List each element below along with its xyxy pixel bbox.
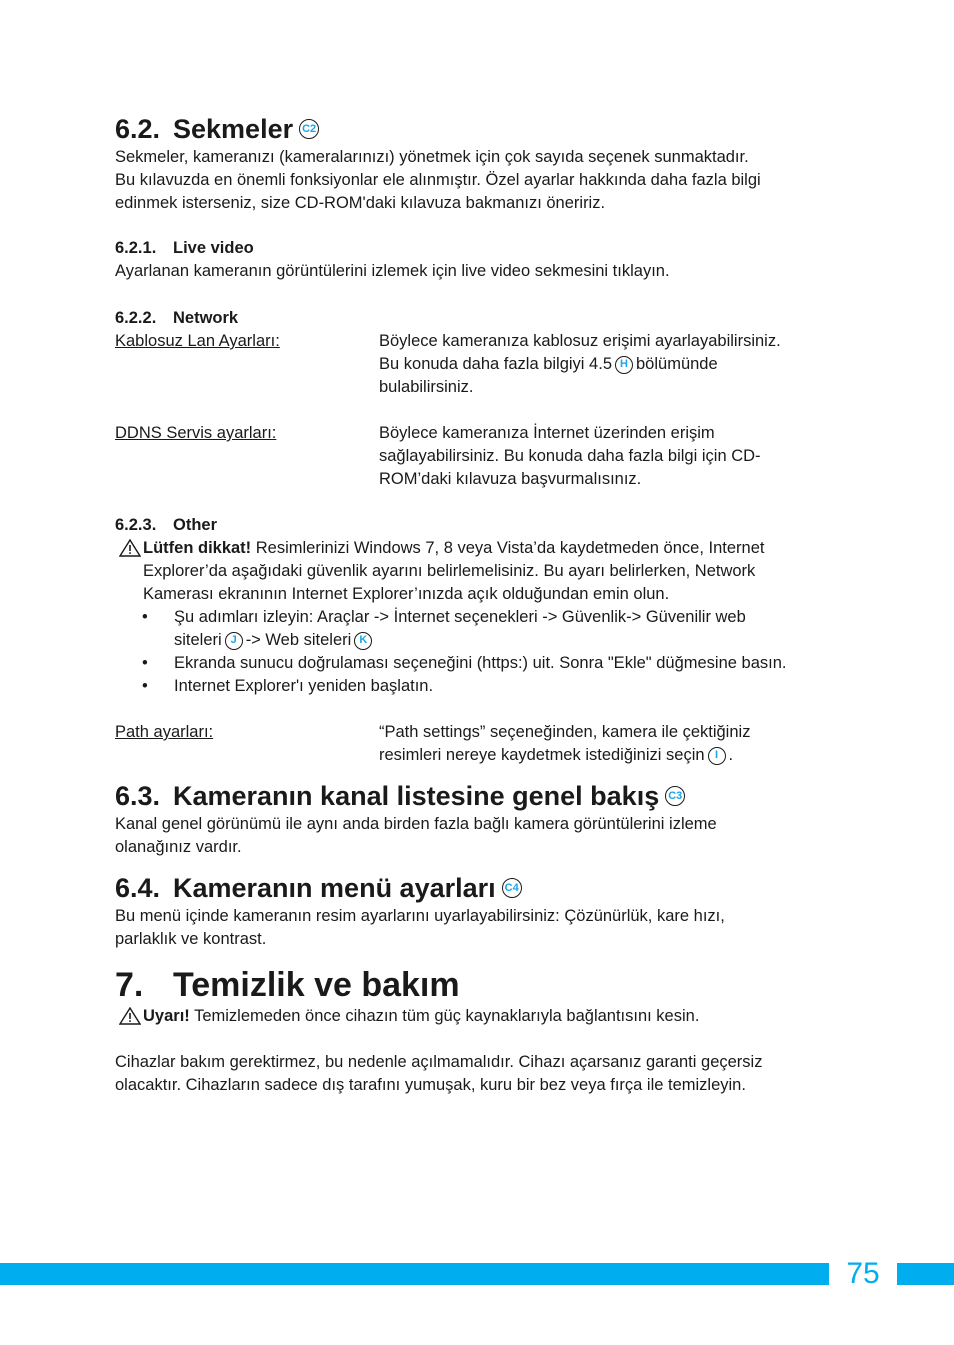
paragraph: Sekmeler, kameranızı (kameralarınızı) yönetmek için çok sayıda seçenek sunmaktadır. xyxy=(115,148,749,166)
page-number: 75 xyxy=(833,1258,893,1290)
text-span: siteleri xyxy=(174,631,222,649)
section-6-2-1-heading xyxy=(115,237,845,260)
warning-label: Uyarı! xyxy=(143,1007,190,1025)
text-line: ROM’daki kılavuza başvurmalısınız. xyxy=(379,470,642,488)
section-number: 7. xyxy=(115,966,144,1004)
section-title: Other xyxy=(173,516,218,534)
text-line: Explorer’da aşağıdaki güvenlik ayarını belirlemelisiniz. Bu ayarı belirlerken, Network xyxy=(143,562,756,580)
text-line: bulabilirsiniz. xyxy=(379,378,474,396)
section-title: Kameranın kanal listesine genel bakış xyxy=(173,781,660,811)
paragraph: Kanal genel görünümü ile aynı anda birden fazla bağlı kamera görüntülerini izleme xyxy=(115,815,717,833)
document-page xyxy=(115,112,845,1097)
ddns-settings-row xyxy=(115,422,845,491)
paragraph: Bu menü içinde kameranın resim ayarlarını uyarlayabilirsiniz: Çözünürlük, kare hızı, xyxy=(115,907,725,925)
section-number: 6.2.2. xyxy=(115,309,157,327)
section-title: Sekmeler xyxy=(173,114,294,144)
text-line xyxy=(174,629,845,652)
text-line: “Path settings” seçeneğinden, kamera ile çektiğiniz xyxy=(379,723,751,741)
section-title: Kameranın menü ayarları xyxy=(173,873,496,903)
path-settings-label: Path ayarları: xyxy=(115,723,214,741)
ddns-settings-description xyxy=(379,422,845,491)
footer-bar xyxy=(0,1263,954,1285)
bullet-icon: • xyxy=(142,654,148,672)
text-span: Internet Explorer'ı yeniden başlatın. xyxy=(174,677,434,695)
paragraph: olanağınız vardır. xyxy=(115,838,242,856)
section-6-2-heading xyxy=(115,112,845,146)
text-line xyxy=(379,744,845,767)
text-span: Temizlemeden önce cihazın tüm güç kaynaklarıyla bağlantısını kesin. xyxy=(189,1007,700,1025)
paragraph: parlaklık ve kontrast. xyxy=(115,930,267,948)
section-6-2-2-heading xyxy=(115,307,845,330)
paragraph: Cihazlar bakım gerektirmez, bu nedenle açılmamalıdır. Cihazı açarsanız garanti geçersiz xyxy=(115,1053,763,1071)
text-line: Böylece kameranıza İnternet üzerinden erişim xyxy=(379,424,715,442)
ddns-settings-label: DDNS Servis ayarları: xyxy=(115,424,277,442)
paragraph: edinmek isterseniz, size CD-ROM'daki kılavuza bakmanızı öneririz. xyxy=(115,194,606,212)
warning-note xyxy=(115,1005,845,1028)
text-span: -> Web siteleri xyxy=(245,631,352,649)
section-number: 6.2.1. xyxy=(115,239,157,257)
text-span: Bu konuda daha fazla bilgiyi 4.5 xyxy=(379,355,612,373)
callout-badge-i: I xyxy=(708,747,726,765)
list-item xyxy=(115,606,845,652)
text-line: Şu adımları izleyin: Araçlar -> İnternet seçenekleri -> Güvenlik-> Güvenilir web xyxy=(174,608,746,626)
callout-badge-c3: C3 xyxy=(665,786,685,806)
text-span: bölümünde xyxy=(636,355,718,373)
section-7-heading xyxy=(115,965,845,1005)
path-settings-description xyxy=(379,721,845,767)
text-line: Böylece kameranıza kablosuz erişimi ayarlayabilirsiniz. xyxy=(379,332,781,350)
list-item xyxy=(115,675,845,698)
section-6-3-heading xyxy=(115,779,845,813)
text-span: Resimlerinizi Windows 7, 8 veya Vista’da kaydetmeden önce, Internet xyxy=(251,539,765,557)
warning-triangle-icon xyxy=(119,1007,141,1025)
callout-badge-h: H xyxy=(615,356,633,374)
section-title: Live video xyxy=(173,239,254,257)
callout-badge-k: K xyxy=(354,632,372,650)
text-line: Kamerası ekranının Internet Explorer’ınızda açık olduğundan emin olun. xyxy=(143,585,670,603)
callout-badge-c2: C2 xyxy=(299,119,319,139)
warning-label: Lütfen dikkat! xyxy=(143,539,252,557)
warning-triangle-icon xyxy=(119,539,141,557)
text-span: resimleri nereye kaydetmek istediğinizi seçin xyxy=(379,746,705,764)
section-number: 6.4. xyxy=(115,873,161,903)
callout-badge-j: J xyxy=(225,632,243,650)
bullet-list xyxy=(115,606,845,698)
section-6-4-heading xyxy=(115,871,845,905)
wlan-settings-description xyxy=(379,330,845,399)
text-span: Ekranda sunucu doğrulaması seçeneğini (https:) uit. Sonra "Ekle" düğmesine basın. xyxy=(174,654,787,672)
section-title: Temizlik ve bakım xyxy=(173,966,460,1004)
paragraph: Bu kılavuzda en önemli fonksiyonlar ele alınmıştır. Özel ayarlar hakkında daha fazla bilgi xyxy=(115,171,761,189)
warning-note xyxy=(115,537,845,606)
list-item xyxy=(115,652,845,675)
callout-badge-c4: C4 xyxy=(502,878,522,898)
bullet-icon: • xyxy=(142,608,148,626)
section-number: 6.2. xyxy=(115,114,161,144)
section-number: 6.3. xyxy=(115,781,161,811)
section-number: 6.2.3. xyxy=(115,516,157,534)
path-settings-row xyxy=(115,721,845,767)
section-6-2-3-heading xyxy=(115,514,845,537)
text-line: sağlayabilirsiniz. Bu konuda daha fazla bilgi için CD- xyxy=(379,447,761,465)
bullet-icon: • xyxy=(142,677,148,695)
text-span: . xyxy=(728,746,734,764)
wlan-settings-label: Kablosuz Lan Ayarları: xyxy=(115,332,280,350)
section-title: Network xyxy=(173,309,239,327)
wlan-settings-row xyxy=(115,330,845,399)
text-line xyxy=(379,353,845,376)
paragraph: Ayarlanan kameranın görüntülerini izlemek için live video sekmesini tıklayın. xyxy=(115,262,670,280)
paragraph: olacaktır. Cihazların sadece dış tarafını yumuşak, kuru bir bez veya fırça ile temizleyin. xyxy=(115,1076,746,1094)
